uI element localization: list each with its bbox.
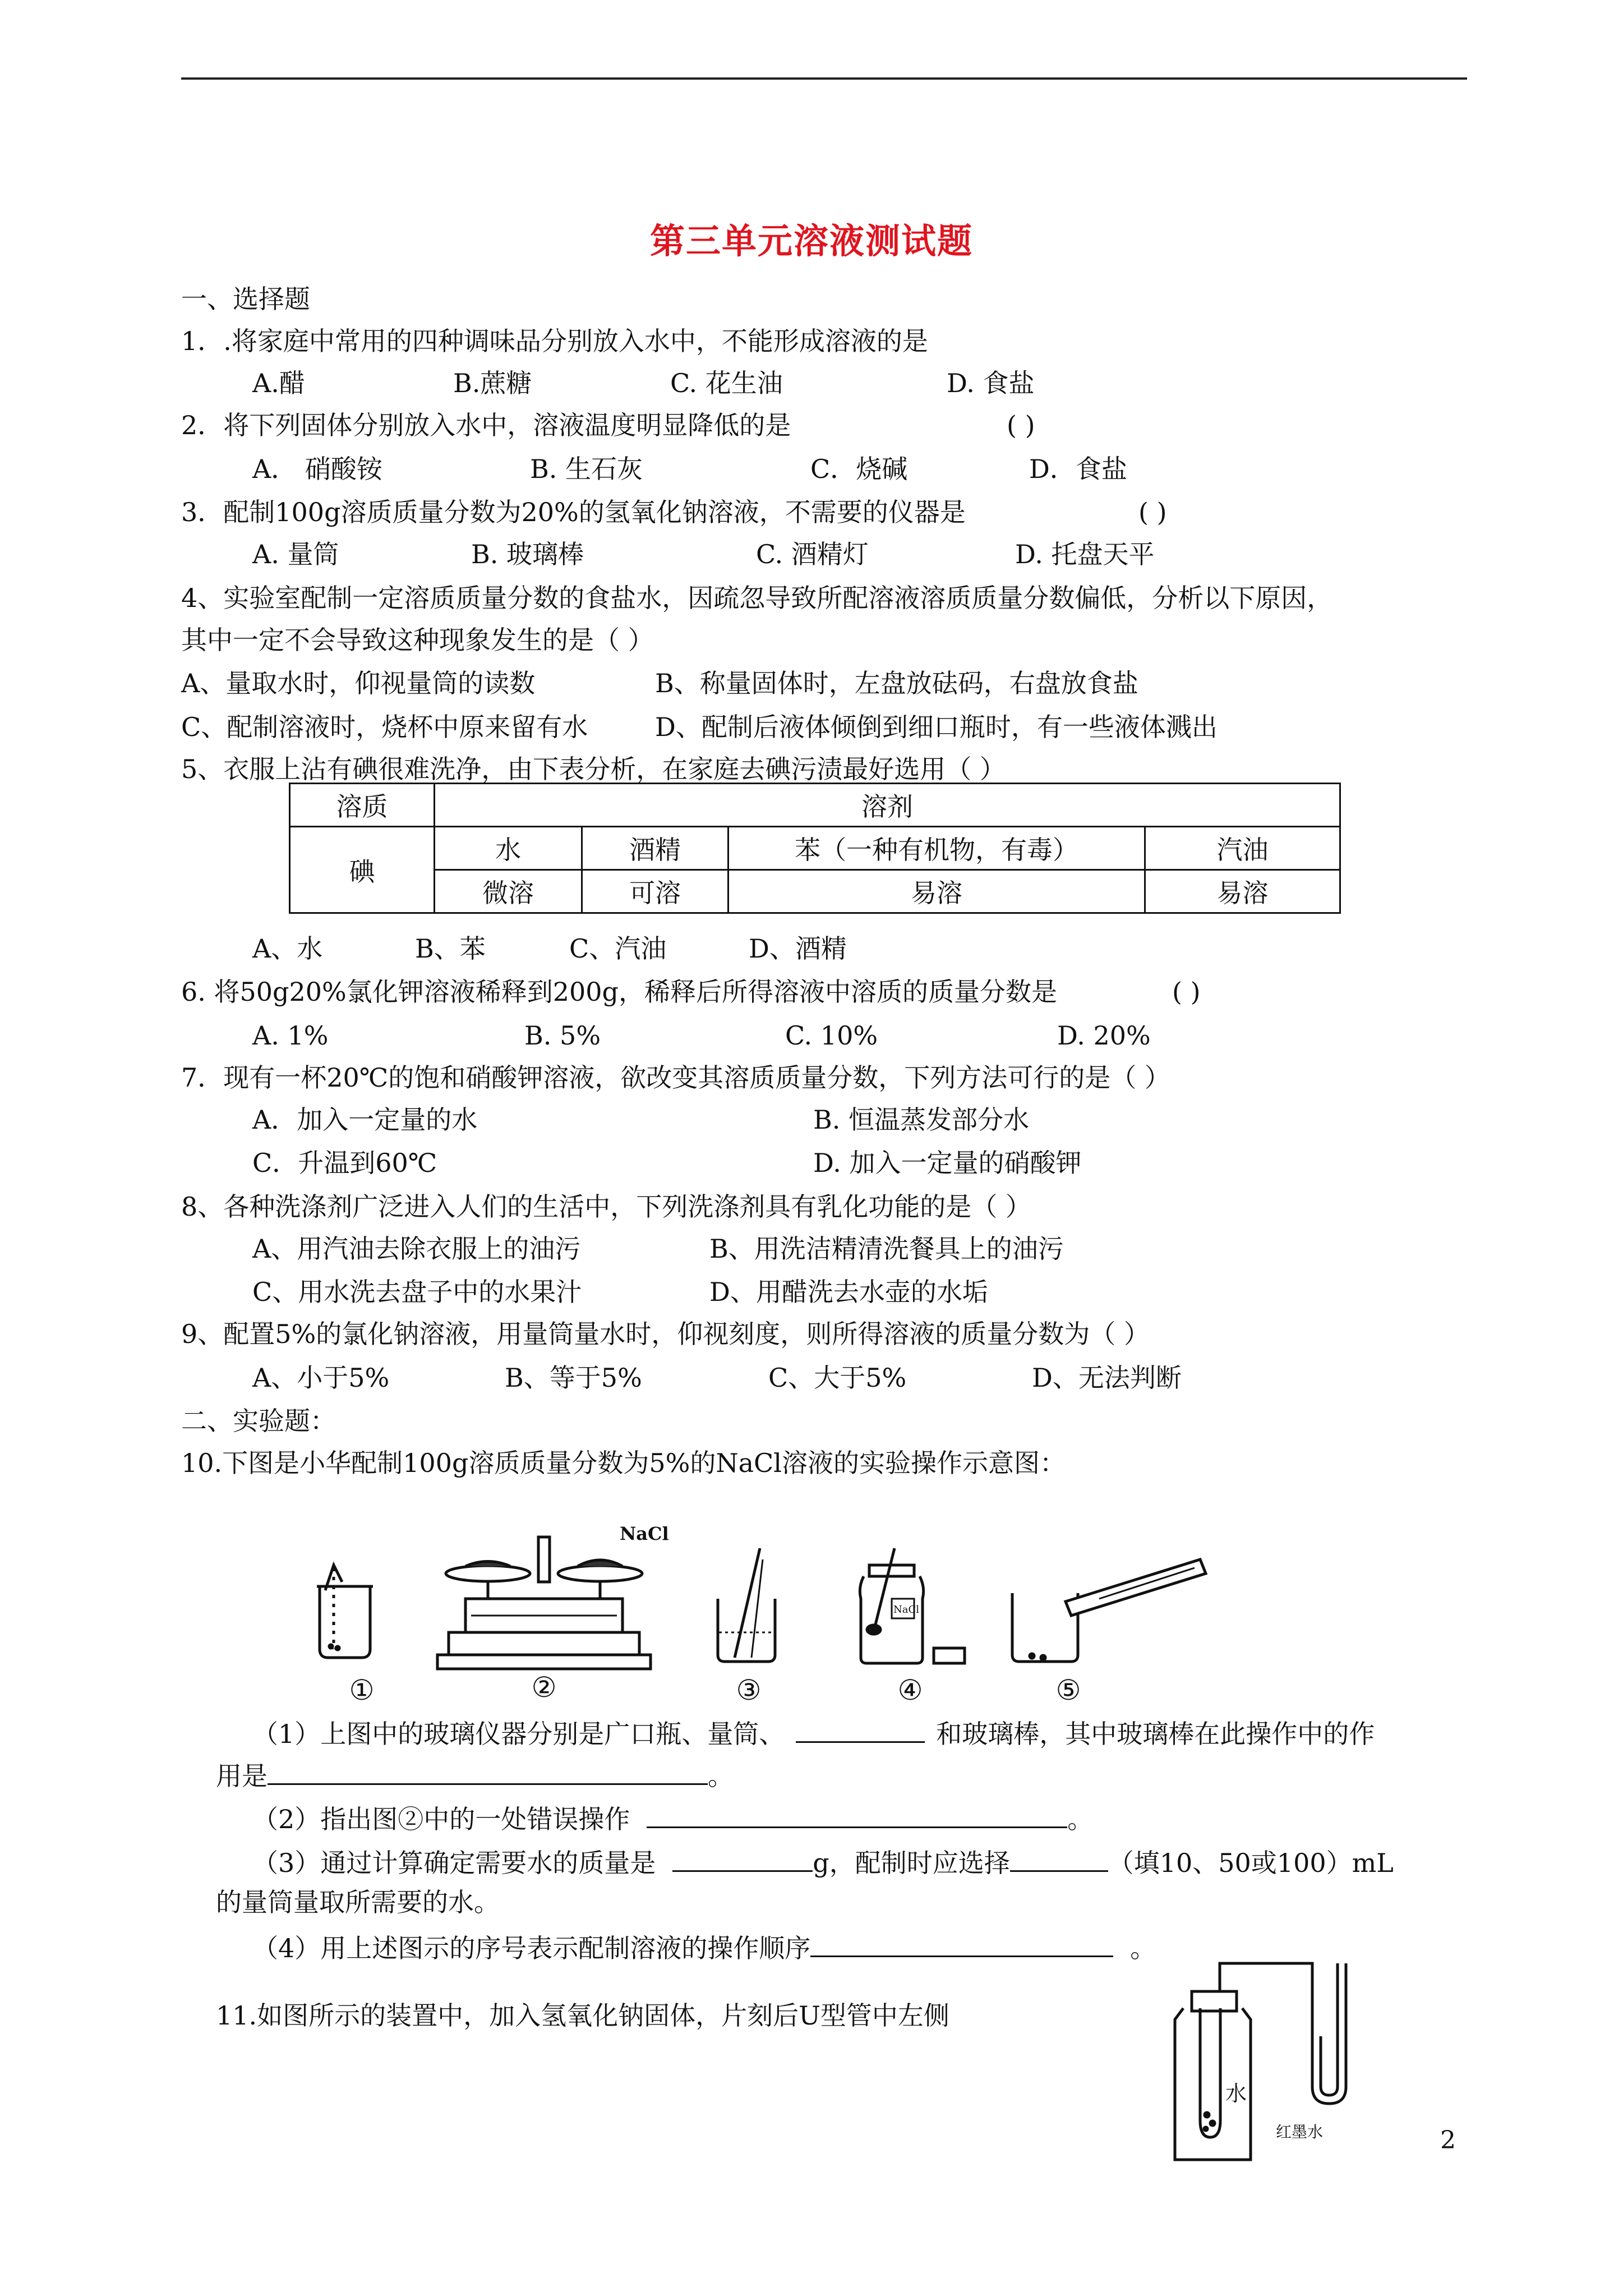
header-rule: [181, 77, 1467, 80]
q5-stem: 5、衣服上沾有碘很难洗净，由下表分析，在家庭去碘污渍最好选用（ ）: [181, 754, 1006, 784]
figure-number: ③: [736, 1674, 762, 1705]
table-header-solvent: 溶剂: [435, 784, 1340, 827]
q5-option-a: A、水: [252, 933, 323, 964]
answer-blank[interactable]: [1010, 1844, 1108, 1872]
q3-stem: 3．配制100g溶质质量分数为20%的氢氧化钠溶液，不需要的仪器是: [181, 497, 966, 527]
u-tube-icon: [1312, 1963, 1346, 2104]
q10-part1-text: （1）上图中的玻璃仪器分别是广口瓶、量筒、: [252, 1719, 785, 1749]
q2-option-c: C．烧碱: [810, 454, 908, 484]
answer-blank[interactable]: [810, 1930, 1113, 1957]
q8-option-b: B、用洗洁精清洗餐具上的油污: [709, 1234, 1064, 1264]
q7-option-c: C．升温到60℃: [252, 1148, 437, 1178]
q1-option-b: B.蔗糖: [453, 368, 532, 398]
q10-part1-text2: 和玻璃棒，其中玻璃棒在此操作中的作: [936, 1719, 1375, 1749]
table-solvent-cell: 苯（一种有机物，有毒）: [728, 827, 1145, 870]
q7-option-b: B. 恒温蒸发部分水: [813, 1105, 1030, 1135]
q8-option-c: C、用水洗去盘子中的水果汁: [252, 1277, 582, 1307]
table-solubility-cell: 易溶: [1145, 870, 1340, 913]
q9-option-b: B、等于5%: [505, 1363, 642, 1393]
red-ink-label: 红墨水: [1276, 2123, 1324, 2141]
section-heading-experiment: 二、实验题：: [181, 1406, 336, 1436]
table-solvent-cell: 水: [435, 827, 582, 870]
table-solvent-cell: 汽油: [1145, 827, 1340, 870]
q3-option-d: D. 托盘天平: [1015, 539, 1155, 569]
q6-option-b: B. 5%: [524, 1020, 601, 1051]
table-solubility-cell: 易溶: [728, 870, 1145, 913]
table-solubility-cell: 可溶: [582, 870, 728, 913]
balance-scale-icon: [437, 1537, 651, 1669]
q1-option-a: A.醋: [252, 368, 305, 398]
q10-part1-text3: 用是: [216, 1761, 268, 1791]
table-solubility-cell: 微溶: [435, 870, 582, 913]
nacl-label: NaCl: [620, 1523, 669, 1544]
q5-option-b: B、苯: [415, 933, 486, 964]
q2-stem: 2．将下列固体分别放入水中，溶液温度明显降低的是: [181, 410, 791, 440]
q5-option-c: C、汽油: [569, 933, 667, 964]
q6-stem: 6. 将50g20%氯化钾溶液稀释到200g，稀释后所得溶液中溶质的质量分数是: [181, 977, 1057, 1007]
q10-part4: [252, 1930, 1156, 1964]
q3-answer-paren: ( ): [1138, 497, 1167, 527]
q10-part3-line1: [252, 1844, 1394, 1879]
q10-part3-line2: 的量筒量取所需要的水。: [216, 1887, 500, 1917]
stirring-beaker-icon: [718, 1548, 775, 1662]
table-solvent-cell: 酒精: [582, 827, 728, 870]
q6-option-a: A. 1%: [252, 1020, 329, 1051]
table-solute-iodine: 碘: [290, 827, 435, 913]
q4-stem-line2: 其中一定不会导致这种现象发生的是（ ）: [181, 625, 654, 655]
q6-option-d: D. 20%: [1057, 1020, 1151, 1051]
q4-option-d: D、配制后液体倾倒到细口瓶时，有一些液体溅出: [655, 712, 1218, 742]
iodine-solubility-table: [289, 783, 1341, 914]
q2-answer-paren: ( ): [1007, 410, 1035, 440]
nacl-preparation-figures: [303, 1515, 1223, 1705]
q1-option-c: C. 花生油: [670, 368, 783, 398]
q10-part1-line1: [252, 1715, 1375, 1750]
answer-blank[interactable]: [268, 1757, 708, 1785]
q3-option-a: A. 量筒: [252, 539, 339, 569]
u-tube-apparatus-figure: [1144, 1952, 1380, 2177]
q7-option-a: A．加入一定量的水: [252, 1105, 478, 1135]
table-header-solute: 溶质: [290, 784, 435, 827]
q2-option-b: B. 生石灰: [530, 454, 643, 484]
answer-blank[interactable]: [796, 1715, 925, 1743]
q5-option-d: D、酒精: [749, 933, 847, 964]
q1-stem: 1．.将家庭中常用的四种调味品分别放入水中，不能形成溶液的是: [181, 326, 928, 356]
jar-label: NaCl: [893, 1604, 920, 1616]
q7-stem: 7．现有一杯20℃的饱和硝酸钾溶液，欲改变其溶质质量分数，下列方法可行的是（ ）: [181, 1062, 1170, 1093]
q10-part2-end: 。: [1067, 1804, 1094, 1834]
figure-number: ⑤: [1055, 1674, 1081, 1705]
q10-part2: [252, 1801, 1093, 1835]
q4-stem-line1: 4、实验室配制一定溶质质量分数的食盐水，因疏忽导致所配溶液溶质质量分数偏低，分析以下原因，: [181, 583, 1333, 613]
q6-answer-paren: ( ): [1172, 977, 1201, 1007]
q10-part1-line2: [216, 1757, 734, 1792]
q8-stem: 8、各种洗涤剂广泛进入人们的生活中，下列洗涤剂具有乳化功能的是（ ）: [181, 1191, 1031, 1222]
q2-option-a: A． 硝酸铵: [252, 454, 382, 484]
figure-number: ④: [897, 1674, 923, 1705]
q6-option-c: C. 10%: [785, 1020, 878, 1051]
q9-stem: 9、配置5%的氯化钠溶液，用量筒量水时，仰视刻度，则所得溶液的质量分数为（ ）: [181, 1319, 1150, 1349]
q8-option-d: D、用醋洗去水壶的水垢: [709, 1277, 988, 1307]
q4-option-c: C、配制溶液时，烧杯中原来留有水: [181, 712, 588, 742]
q1-option-d: D. 食盐: [947, 368, 1035, 398]
q10-part3-text: （3）通过计算确定需要水的质量是: [252, 1848, 656, 1878]
answer-blank[interactable]: [647, 1801, 1067, 1828]
q11-stem: 11.如图所示的装置中，加入氢氧化钠固体，片刻后U型管中左侧: [216, 2000, 949, 2031]
q10-part1-end: 。: [708, 1761, 734, 1791]
q10-part4-text: （4）用上述图示的序号表示配制溶液的操作顺序: [252, 1933, 811, 1963]
figure-number: ②: [531, 1671, 557, 1704]
q2-option-d: D．食盐: [1029, 454, 1127, 484]
q10-part3-text3: （填10、50或100）mL: [1108, 1848, 1394, 1878]
q3-option-b: B. 玻璃棒: [471, 539, 584, 569]
q7-option-d: D. 加入一定量的硝酸钾: [813, 1148, 1082, 1178]
answer-blank[interactable]: [672, 1844, 813, 1872]
q9-option-c: C、大于5%: [768, 1363, 907, 1393]
water-label: 水: [1225, 2081, 1247, 2106]
section-heading-choice: 一、选择题: [181, 284, 310, 314]
q9-option-d: D、无法判断: [1032, 1363, 1182, 1393]
q10-part2-text: （2）指出图②中的一处错误操作: [252, 1804, 630, 1834]
q10-stem: 10.下图是小华配制100g溶质质量分数为5%的NaCl溶液的实验操作示意图：: [181, 1448, 1066, 1478]
beaker-icon: [317, 1565, 373, 1658]
figure-number: ①: [349, 1674, 375, 1705]
q8-option-a: A、用汽油去除衣服上的油污: [252, 1234, 581, 1264]
q3-option-c: C. 酒精灯: [756, 539, 869, 569]
page-number: 2: [1440, 2126, 1456, 2155]
q10-part3-text2: g，配制时应选择: [813, 1848, 1010, 1878]
q4-option-a: A、量取水时，仰视量筒的读数: [181, 668, 536, 698]
q10-part4-end: 。: [1130, 1933, 1156, 1963]
page-title: 第三单元溶液测试题: [649, 220, 973, 261]
pouring-cylinder-icon: [1012, 1559, 1206, 1662]
q9-option-a: A、小于5%: [252, 1363, 390, 1393]
q4-option-b: B、称量固体时，左盘放砝码，右盘放食盐: [655, 668, 1138, 698]
